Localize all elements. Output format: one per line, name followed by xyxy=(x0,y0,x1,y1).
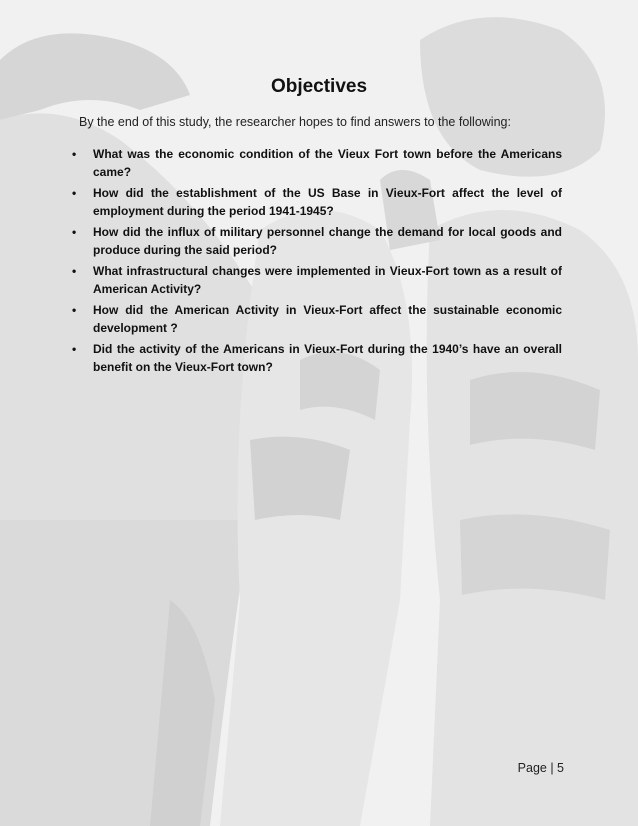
objectives-list xyxy=(70,146,562,380)
intro-paragraph: By the end of this study, the researcher hopes to find answers to the following: xyxy=(79,115,511,129)
list-item-text: What was the economic condition of the Vieux Fort town before the Americans came? xyxy=(93,147,562,179)
list-item xyxy=(70,302,562,337)
bullet-icon: • xyxy=(72,186,77,200)
list-item-text: Did the activity of the Americans in Vieux-Fort during the 1940’s have an overall benefit on the Vieux-Fort town? xyxy=(93,342,562,374)
bullet-icon: • xyxy=(72,225,77,239)
list-item xyxy=(70,224,562,259)
bullet-icon: • xyxy=(72,147,77,161)
list-item-text: What infrastructural changes were implemented in Vieux-Fort town as a result of American Activity? xyxy=(93,264,562,296)
bullet-icon: • xyxy=(72,342,77,356)
list-item-text: How did the influx of military personnel change the demand for local goods and produce during the said period? xyxy=(93,225,562,257)
page-number: Page | 5 xyxy=(517,761,564,775)
list-item xyxy=(70,263,562,298)
bullet-icon: • xyxy=(72,264,77,278)
list-item-text: How did the American Activity in Vieux-Fort affect the sustainable economic development ? xyxy=(93,303,562,335)
list-item xyxy=(70,341,562,376)
bullet-icon: • xyxy=(72,303,77,317)
list-item-text: How did the establishment of the US Base in Vieux-Fort affect the level of employment during the period 1941-1945? xyxy=(93,186,562,218)
list-item xyxy=(70,146,562,181)
page-title: Objectives xyxy=(270,76,368,97)
list-item xyxy=(70,185,562,220)
